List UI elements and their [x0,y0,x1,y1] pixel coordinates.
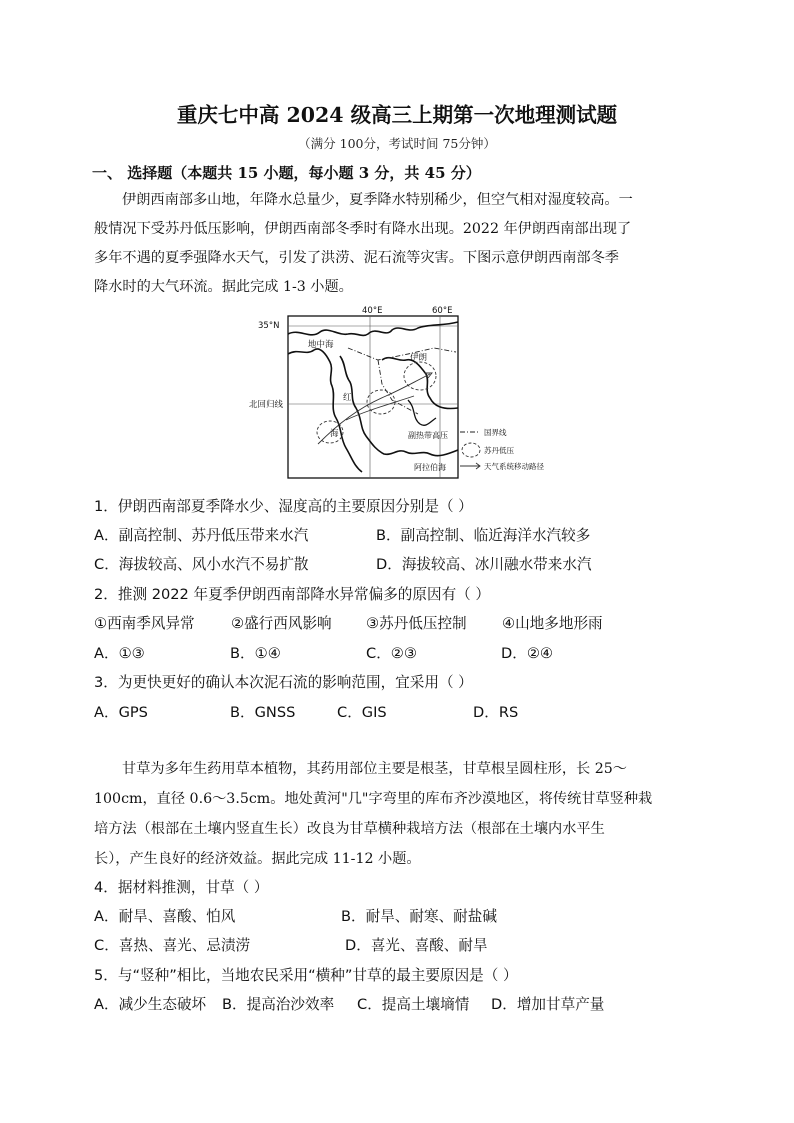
q5-stem: 5．与“竖种”相比，当地农民采用“横种”甘草的最主要原因是（ ） [94,967,518,984]
passage2-line3: 培方法（根部在土壤内竖直生长）改良为甘草横种栽培方法（根部在土壤内水平生 [94,821,605,837]
legend-border-label: 国界线 [484,428,507,437]
q4-option-c[interactable]: C．喜热、喜光、忌渍涝 [94,937,251,954]
q4-stem: 4．据材料推测，甘草（ ） [94,879,269,896]
label-60e: 60°E [432,306,453,316]
q2-option-b[interactable]: B．①④ [230,645,281,662]
q2-item-2: ②盛行西风影响 [231,615,332,632]
label-subtropical-high: 副热带高压 [408,431,448,440]
q1-option-a[interactable]: A．副高控制、苏丹低压带来水汽 [94,527,309,544]
q5-option-a[interactable]: A．减少生态破坏 [94,996,207,1013]
q3-option-c[interactable]: C．GIS [337,704,387,721]
passage2-line4: 长），产生良好的经济效益。据此完成 11-12 小题。 [94,851,421,867]
q3-option-d[interactable]: D．RS [473,704,519,721]
legend-sudan-label: 苏丹低压 [484,446,514,455]
exam-subtitle: （满分 100分，考试时间 75分钟） [298,136,496,151]
label-tropic: 北回归线 [249,400,284,410]
passage1-line3: 多年不遇的夏季强降水天气，引发了洪涝、泥石流等灾害。下图示意伊朗西南部冬季 [94,250,619,266]
q2-option-a[interactable]: A．①③ [94,645,145,662]
label-40e: 40°E [362,306,383,316]
q5-option-c[interactable]: C．提高土壤墒情 [357,996,470,1013]
q1-option-c[interactable]: C．海拔较高、风小水汽不易扩散 [94,556,309,573]
q5-option-b[interactable]: B．提高治沙效率 [222,996,335,1013]
passage1-line1: 伊朗西南部多山地，年降水总量少，夏季降水特别稀少，但空气相对湿度较高。一 [122,192,633,208]
q1-option-d[interactable]: D．海拔较高、冰川融水带来水汽 [376,556,592,573]
q2-option-d[interactable]: D．②④ [501,645,553,662]
circulation-map [249,304,544,480]
red-sea-west-coast [288,349,362,472]
label-red-2: 海 [330,429,339,439]
legend-path-label: 天气系统移动路径 [484,462,544,471]
label-red-1: 红 [343,393,352,403]
label-arabian-sea: 阿拉伯海 [414,463,446,472]
q4-option-a[interactable]: A．耐旱、喜酸、怕风 [94,908,236,925]
q4-option-b[interactable]: B．耐旱、耐寒、耐盐碱 [341,908,497,925]
q2-option-c[interactable]: C．②③ [366,645,417,662]
label-iran: 伊朗 [410,353,428,363]
passage1-line2: 般情况下受苏丹低压影响，伊朗西南部冬季时有降水出现。2022 年伊朗西南部出现了 [94,221,632,237]
north-coast [288,322,458,335]
passage2-line2: 100cm，直径 0.6～3.5cm。地处黄河"几"字弯里的库布齐沙漠地区，将传统甘草竖种栽 [94,791,653,807]
label-35n: 35°N [258,321,280,331]
q5-option-d[interactable]: D．增加甘草产量 [491,996,605,1013]
q1-stem: 1．伊朗西南部夏季降水少、湿度高的主要原因分别是（ ） [94,498,473,515]
q2-item-1: ①西南季风异常 [94,615,195,632]
q4-option-d[interactable]: D．喜光、喜酸、耐旱 [345,937,488,954]
q3-option-b[interactable]: B．GNSS [230,704,296,721]
q2-item-3: ③苏丹低压控制 [366,615,467,632]
section-heading: 一、 选择题（本题共 15 小题，每小题 3 分，共 45 分） [92,164,481,182]
label-mediterranean: 地中海 [308,340,334,350]
q3-stem: 3．为更快更好的确认本次泥石流的影响范围，宜采用（ ） [94,674,473,691]
q2-stem: 2．推测 2022 年夏季伊朗西南部降水异常偏多的原因有（ ） [94,586,491,603]
legend-sudan-swatch [462,443,480,457]
passage2-line1: 甘草为多年生药用草本植物，其药用部位主要是根茎，甘草根呈圆柱形，长 25～ [122,761,627,777]
q3-option-a[interactable]: A．GPS [94,704,148,721]
passage1-line4: 降水时的大气环流。据此完成 1-3 小题。 [94,279,353,295]
exam-title: 重庆七中高 2024 级高三上期第一次地理测试题 [176,103,618,127]
q1-option-b[interactable]: B．副高控制、临近海洋水汽较多 [376,527,591,544]
q2-item-4: ④山地多地形雨 [502,615,603,632]
